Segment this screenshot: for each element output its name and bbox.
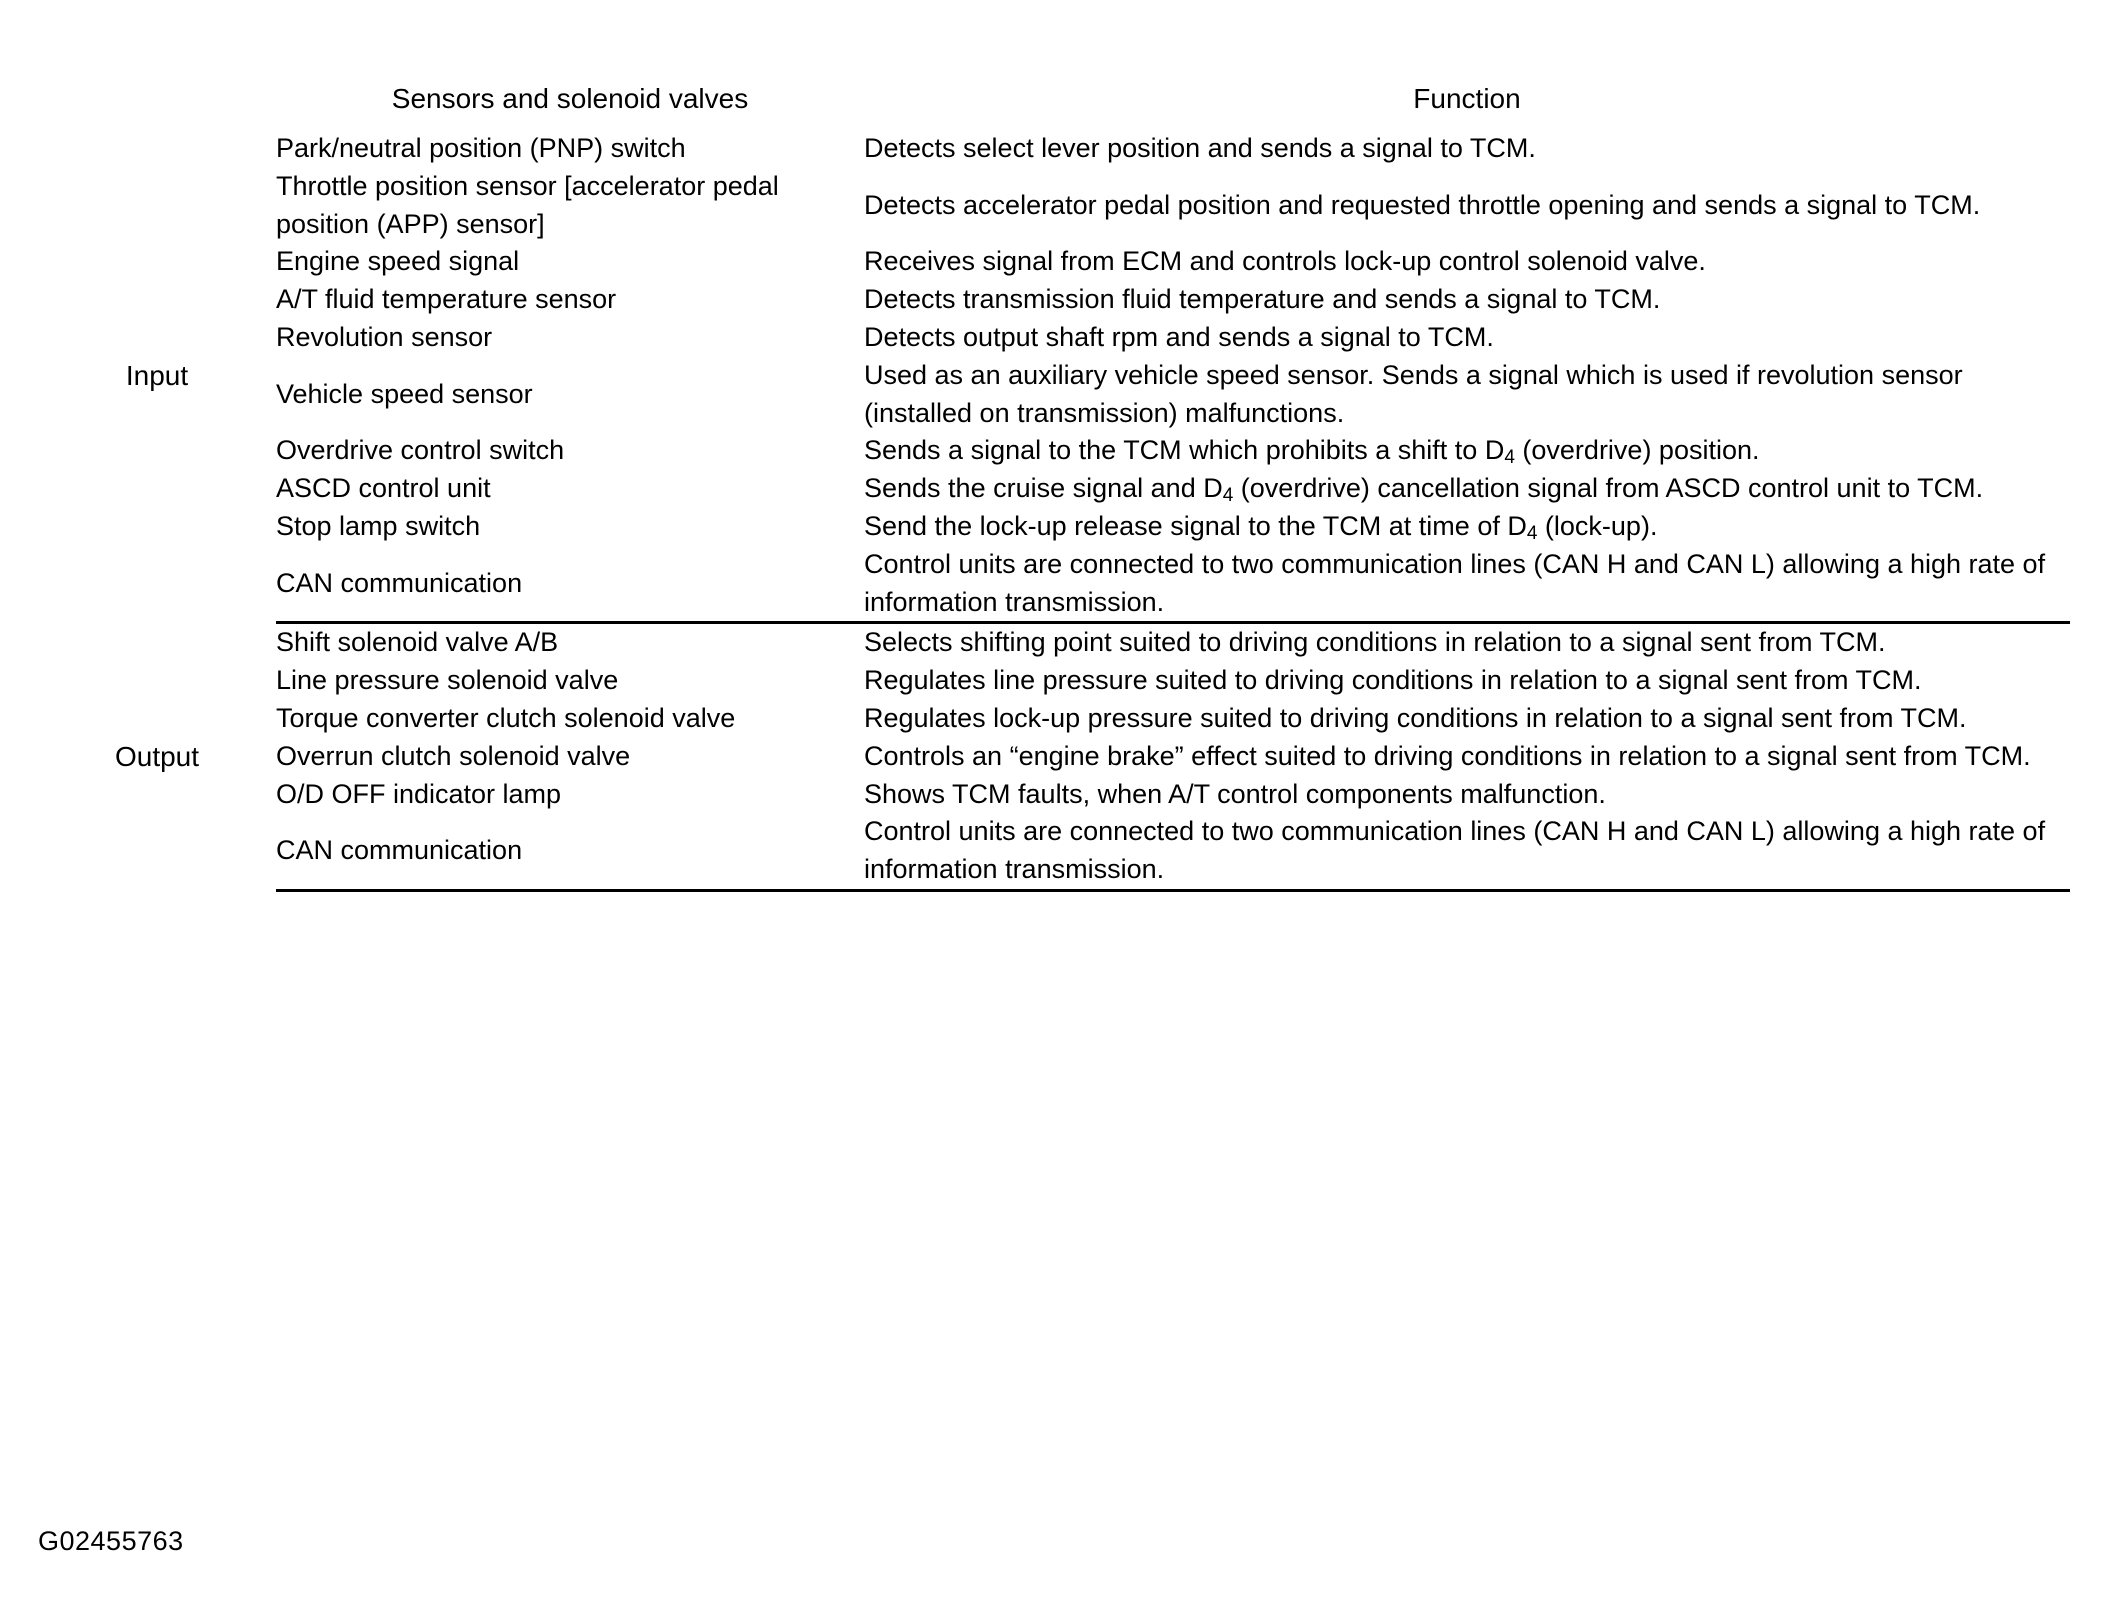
row-function: Selects shifting point suited to driving conditions in relation to a signal sent from TCM. [864,627,1886,658]
function-subscript: 4 [1504,447,1515,469]
row-item: Engine speed signal [276,246,520,277]
table-row [38,319,2070,357]
row-function [864,432,2070,470]
row-item: Vehicle speed sensor [276,378,533,409]
table-row [38,470,2070,508]
function-subscript: 4 [1222,485,1234,507]
row-function: Shows TCM faults, when A/T control components malfunction. [864,778,1606,809]
function-text-post: (overdrive) position. [1514,435,1760,466]
table-row [38,813,2070,890]
row-item: Throttle position sensor [accelerator pedal position (APP) sensor] [276,170,779,239]
row-item: Revolution sensor [276,321,493,352]
group-label-output: Output [114,740,200,772]
table-row [38,357,2070,433]
row-item: O/D OFF indicator lamp [276,778,562,809]
table-row [38,546,2070,623]
row-function: Receives signal from ECM and controls lock-up control solenoid valve. [864,246,1706,277]
function-text-pre: Sends the cruise signal and D [864,473,1223,504]
header-item: Sensors and solenoid valves [391,83,749,114]
row-item: ASCD control unit [276,473,491,504]
table-row [38,738,2070,776]
row-function: Control units are connected to two communication lines (CAN H and CAN L) allowing a high rate of information transmission. [864,813,2070,890]
row-item: Park/neutral position (PNP) switch [276,133,686,163]
row-function: Controls an “engine brake” effect suited to driving conditions in relation to a signal sent from TCM. [864,740,2031,771]
row-item: Stop lamp switch [276,510,481,541]
row-function: Control units are connected to two communication lines (CAN H and CAN L) allowing a high rate of information transmission. [864,546,2070,623]
function-subscript: 4 [1526,522,1538,544]
table-row [38,776,2070,814]
row-function: Detects output shaft rpm and sends a signal to TCM. [864,321,1494,352]
row-function [864,508,2070,546]
row-item: Overrun clutch solenoid valve [276,740,631,771]
function-text-pre: Send the lock-up release signal to the TCM at time of D [864,510,1527,541]
row-function [864,470,2070,508]
row-item: CAN communication [276,813,864,890]
table-row [38,662,2070,700]
table-row [38,700,2070,738]
group-label-input: Input [125,360,189,392]
row-function: Detects select lever position and sends a signal to TCM. [864,133,1536,163]
table-row [38,623,2070,662]
header-group-blank [38,68,276,130]
figure-id: G02455763 [38,1526,184,1556]
function-text-pre: Sends a signal to the TCM which prohibits a shift to D [864,435,1505,466]
row-function: Used as an auxiliary vehicle speed sensor. Sends a signal which is used if revolution sensor (installed on transmission) malfunctions. [864,359,1963,428]
sensors-function-table [38,68,2070,892]
header-function: Function [1413,83,1521,114]
row-item: Torque converter clutch solenoid valve [276,702,736,733]
table-row [38,508,2070,546]
row-item: Overdrive control switch [276,435,565,466]
row-function: Detects transmission fluid temperature and sends a signal to TCM. [864,284,1661,315]
table-row [38,243,2070,281]
table-row [38,130,2070,168]
function-text-post: (overdrive) cancellation signal from ASCD control unit to TCM. [1233,473,1984,504]
row-function: Regulates lock-up pressure suited to driving conditions in relation to a signal sent from TCM. [864,702,1967,733]
row-item: CAN communication [276,546,864,623]
table-row [38,281,2070,319]
row-item: A/T fluid temperature sensor [276,284,617,315]
table-row [38,168,2070,244]
table-header-row [38,68,2070,130]
row-function: Detects accelerator pedal position and requested throttle opening and sends a signal to TCM. [864,189,1981,220]
row-item: Line pressure solenoid valve [276,665,619,696]
row-function: Regulates line pressure suited to driving conditions in relation to a signal sent from TCM. [864,665,1922,696]
function-text-post: (lock-up). [1537,510,1658,541]
row-item: Shift solenoid valve A/B [276,627,559,658]
table-row [38,432,2070,470]
